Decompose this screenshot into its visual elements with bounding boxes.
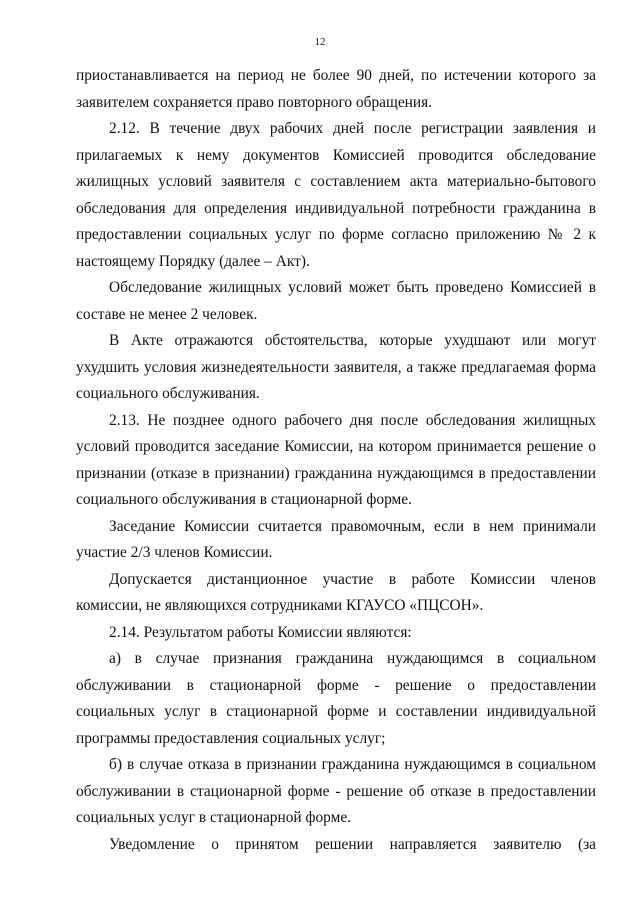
document-body: [76, 63, 596, 858]
paragraph-inspection-composition: Обследование жилищных условий может быть проведено Комиссией в составе не менее 2 человек.: [76, 279, 596, 323]
paragraph-continuation: приостанавливается на период не более 90 дней, по истечении которого за заявителем сохраняется право повторного обращения.: [76, 67, 596, 111]
paragraph-2-13: 2.13. Не позднее одного рабочего дня после обследования жилищных условий проводится заседание Комиссии, на котором принимается решение о признании (отказе в признании) гражданина нуждающимся в предоставлении социального обслуживания в стационарной форме.: [76, 411, 596, 508]
paragraph-act-contents: В Акте отражаются обстоятельства, которые ухудшают или могут ухудшить условия жизнедеятельности заявителя, а также предлагаемая форма социального обслуживания.: [76, 332, 596, 402]
paragraph-quorum: Заседание Комиссии считается правомочным, если в нем принимали участие 2/3 членов Комиссии.: [76, 517, 596, 561]
paragraph-2-12: 2.12. В течение двух рабочих дней после регистрации заявления и прилагаемых к нему документов Комиссией проводится обследование жилищных условий заявителя с составлением акта материально-бытового обследования для определения индивидуальной потребности гражданина в предоставлении социальных услуг по форме согласно приложению № 2 к настоящему Порядку (далее – Акт).: [76, 120, 596, 270]
paragraph-2-14: 2.14. Результатом работы Комиссии являются:: [109, 623, 412, 641]
list-item-b: б) в случае отказа в признании гражданина нуждающимся в социальном обслуживании в стационарной форме - решение об отказе в предоставлении социальных услуг в стационарной форме.: [76, 756, 596, 826]
paragraph-remote-participation: Допускается дистанционное участие в работе Комиссии членов комиссии, не являющихся сотрудниками КГАУСО «ПЦСОН».: [76, 570, 596, 614]
list-item-a: а) в случае признания гражданина нуждающимся в социальном обслуживании в стационарной форме - решение о предоставлении социальных услуг в стационарной форме и составлении индивидуальной программы предоставления социальных услуг;: [76, 650, 596, 747]
paragraph-notification: Уведомление о принятом решении направляется заявителю (за: [109, 835, 596, 853]
page-number: 12: [314, 36, 326, 48]
